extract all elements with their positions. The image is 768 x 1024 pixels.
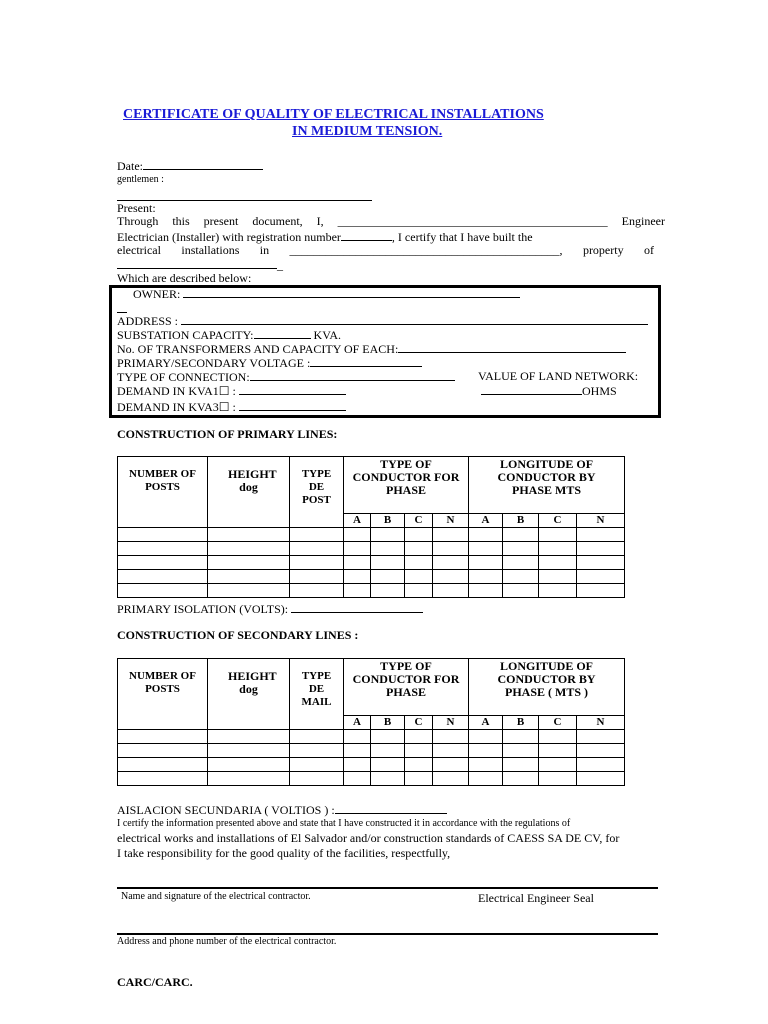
ohms-field	[481, 383, 617, 399]
owner-field	[133, 286, 520, 302]
col-number-of-posts: NUMBER OF POSTS	[118, 659, 208, 730]
table-cell[interactable]	[290, 556, 344, 570]
table-cell[interactable]	[469, 730, 503, 744]
table-cell[interactable]	[208, 772, 290, 786]
table-cell[interactable]	[290, 528, 344, 542]
ohms-unit: OHMS	[582, 384, 617, 398]
table-cell[interactable]	[405, 584, 433, 598]
table-cell[interactable]	[433, 542, 469, 556]
table-cell[interactable]	[577, 584, 625, 598]
table-cell[interactable]	[539, 528, 577, 542]
table-cell[interactable]	[503, 542, 539, 556]
address-blank[interactable]	[181, 313, 648, 325]
table-cell[interactable]	[577, 744, 625, 758]
phase-n: N	[433, 716, 469, 730]
table-row	[118, 570, 625, 584]
intro-underscore: _	[277, 258, 283, 272]
table-cell[interactable]	[371, 556, 405, 570]
intro-word: this	[172, 214, 190, 228]
intro-word: installations	[181, 243, 240, 257]
table-cell[interactable]	[344, 744, 371, 758]
table-cell[interactable]	[208, 528, 290, 542]
demand1-blank[interactable]	[239, 383, 346, 395]
primary-lines-table	[117, 456, 625, 598]
kva-unit: KVA.	[310, 328, 341, 342]
table-cell[interactable]	[433, 570, 469, 584]
contractor-name-label: Name and signature of the electrical contractor.	[121, 891, 311, 902]
secondary-isolation-label: AISLACION SECUNDARIA ( VOLTIOS ) :	[117, 803, 335, 817]
table-cell[interactable]	[208, 556, 290, 570]
primary-isolation-field	[117, 601, 423, 617]
registration-label: Electrician (Installer) with registration number	[117, 230, 341, 244]
table-cell[interactable]	[371, 570, 405, 584]
table-cell[interactable]	[290, 542, 344, 556]
land-network-blank[interactable]	[481, 383, 582, 395]
demand3-field	[117, 399, 346, 415]
intro-word: electrical	[117, 243, 161, 257]
table-row	[118, 556, 625, 570]
table-cell[interactable]	[433, 758, 469, 772]
table-cell[interactable]	[118, 556, 208, 570]
intro-word: property	[582, 243, 624, 257]
col-type-of-mail: TYPE DE MAIL	[290, 659, 344, 730]
demand3-label: DEMAND IN KVA3☐ :	[117, 400, 239, 414]
footer-code: CARC/CARC.	[117, 975, 193, 989]
signature-line[interactable]	[117, 887, 658, 889]
table-cell[interactable]	[290, 744, 344, 758]
table-cell[interactable]	[469, 744, 503, 758]
table-cell[interactable]	[503, 556, 539, 570]
land-network-label: VALUE OF LAND NETWORK:	[478, 369, 639, 383]
intro-word: of	[644, 243, 654, 257]
table-cell[interactable]	[577, 570, 625, 584]
certification-line-3: I take responsibility for the good quality of the facilities, respectfully,	[117, 846, 451, 860]
demand1-label: DEMAND IN KVA1☐ :	[117, 384, 239, 398]
table-cell[interactable]	[371, 744, 405, 758]
certification-line-1: I certify the information presented above and state that I have constructed it in accordance with the regulations of	[117, 818, 571, 829]
table-cell[interactable]	[118, 584, 208, 598]
substation-label: SUBSTATION CAPACITY:	[117, 328, 254, 342]
phase-b: B	[371, 716, 405, 730]
table-cell[interactable]	[539, 744, 577, 758]
table-cell[interactable]	[118, 528, 208, 542]
owner-label: OWNER:	[133, 287, 184, 301]
table-row	[118, 730, 625, 744]
table-cell[interactable]	[344, 584, 371, 598]
table-cell[interactable]	[433, 556, 469, 570]
table-cell[interactable]	[208, 542, 290, 556]
table-cell[interactable]	[208, 730, 290, 744]
phase-b: B	[503, 514, 539, 528]
primary-isolation-blank[interactable]	[291, 601, 423, 613]
voltage-blank[interactable]	[310, 355, 422, 367]
table-cell[interactable]	[371, 772, 405, 786]
table-cell[interactable]	[405, 556, 433, 570]
table-cell[interactable]	[118, 744, 208, 758]
table-cell[interactable]	[290, 730, 344, 744]
table-cell[interactable]	[433, 730, 469, 744]
table-cell[interactable]	[344, 556, 371, 570]
table-row	[118, 758, 625, 772]
secondary-isolation-blank[interactable]	[335, 802, 447, 814]
table-cell[interactable]	[344, 542, 371, 556]
table-cell[interactable]	[539, 730, 577, 744]
table-cell[interactable]	[208, 758, 290, 772]
described-below-label: Which are described below:	[117, 271, 252, 285]
transformers-blank[interactable]	[398, 341, 626, 353]
address-label: ADDRESS :	[117, 314, 182, 328]
phase-c: C	[539, 716, 577, 730]
secondary-lines-table	[117, 658, 625, 786]
engineer-name-blank[interactable]: _____________________________________________	[337, 214, 608, 228]
table-cell[interactable]	[405, 542, 433, 556]
table-cell[interactable]	[405, 758, 433, 772]
table-cell[interactable]	[290, 570, 344, 584]
col-conductor-type: TYPE OF CONDUCTOR FOR PHASE	[344, 659, 469, 716]
demand3-blank[interactable]	[239, 399, 346, 411]
table-cell[interactable]	[405, 772, 433, 786]
col-conductor-type: TYPE OF CONDUCTOR FOR PHASE	[344, 457, 469, 514]
table-cell[interactable]	[344, 528, 371, 542]
title-line-1: CERTIFICATE OF QUALITY OF ELECTRICAL INSTALLATIONS	[123, 107, 544, 122]
table-cell[interactable]	[208, 570, 290, 584]
phase-n: N	[577, 514, 625, 528]
table-row	[118, 528, 625, 542]
table-cell[interactable]	[433, 528, 469, 542]
demand1-field	[117, 383, 346, 399]
table-cell[interactable]	[118, 772, 208, 786]
table-cell[interactable]	[539, 758, 577, 772]
table-cell[interactable]	[405, 744, 433, 758]
intro-word: document,	[252, 214, 303, 228]
table-cell[interactable]	[290, 584, 344, 598]
table-cell[interactable]	[503, 744, 539, 758]
table-cell[interactable]	[539, 570, 577, 584]
property-owner-blank[interactable]	[117, 268, 277, 269]
date-field	[117, 158, 263, 174]
table-cell[interactable]	[118, 542, 208, 556]
substation-blank[interactable]	[254, 327, 311, 339]
table-cell[interactable]	[539, 772, 577, 786]
phase-n: N	[577, 716, 625, 730]
secondary-lines-heading: CONSTRUCTION OF SECONDARY LINES :	[117, 628, 359, 642]
table-cell[interactable]	[577, 556, 625, 570]
table-cell[interactable]	[118, 730, 208, 744]
col-conductor-longitude: LONGITUDE OF CONDUCTOR BY PHASE ( MTS )	[469, 659, 625, 716]
table-row	[118, 584, 625, 598]
owner-blank[interactable]	[183, 286, 520, 298]
phase-a: A	[469, 716, 503, 730]
table-cell[interactable]	[371, 758, 405, 772]
table-cell[interactable]	[433, 772, 469, 786]
table-cell[interactable]	[405, 570, 433, 584]
table-cell[interactable]	[503, 570, 539, 584]
phase-c: C	[405, 514, 433, 528]
voltage-label: PRIMARY/SECONDARY VOLTAGE :	[117, 356, 311, 370]
table-cell[interactable]	[344, 772, 371, 786]
engineer-seal-label: Electrical Engineer Seal	[478, 891, 594, 905]
title-line-2: IN MEDIUM TENSION.	[292, 124, 443, 139]
table-cell[interactable]	[469, 570, 503, 584]
table-cell[interactable]	[577, 772, 625, 786]
table-cell[interactable]	[344, 730, 371, 744]
table-cell[interactable]	[371, 528, 405, 542]
document-title	[123, 107, 616, 123]
table-cell[interactable]	[344, 570, 371, 584]
intro-word: I,	[316, 214, 324, 228]
col-type-of-post: TYPE DE POST	[290, 457, 344, 528]
table-cell[interactable]	[577, 730, 625, 744]
table-cell[interactable]	[290, 758, 344, 772]
col-height: HEIGHT dog	[208, 457, 290, 528]
table-cell[interactable]	[405, 730, 433, 744]
table-cell[interactable]	[469, 584, 503, 598]
table-row	[118, 542, 625, 556]
intro-line-3	[117, 243, 654, 258]
transformers-label: No. OF TRANSFORMERS AND CAPACITY OF EACH:	[117, 342, 399, 356]
present-label: Present:	[117, 201, 156, 215]
col-conductor-longitude: LONGITUDE OF CONDUCTOR BY PHASE MTS	[469, 457, 625, 514]
intro-word: Engineer	[621, 214, 665, 228]
table-cell[interactable]	[503, 758, 539, 772]
intro-word: present	[203, 214, 239, 228]
address-phone-line[interactable]	[117, 933, 658, 935]
table-cell[interactable]	[539, 584, 577, 598]
installation-location-blank[interactable]: _____________________________________________,	[289, 243, 563, 257]
intro-word: in	[259, 243, 270, 257]
col-number-of-posts: NUMBER OF POSTS	[118, 457, 208, 528]
phase-a: A	[344, 716, 371, 730]
table-cell[interactable]	[469, 556, 503, 570]
connection-blank[interactable]	[250, 369, 455, 381]
table-cell[interactable]	[405, 528, 433, 542]
phase-n: N	[433, 514, 469, 528]
secondary-isolation-field	[117, 802, 447, 818]
table-row	[118, 772, 625, 786]
table-cell[interactable]	[118, 570, 208, 584]
col-height: HEIGHT dog	[208, 659, 290, 730]
table-cell[interactable]	[469, 542, 503, 556]
certification-line-2: electrical works and installations of El Salvador and/or construction standards of CAESS SA DE CV, for	[117, 831, 620, 845]
contractor-address-label: Address and phone number of the electrical contractor.	[117, 936, 337, 947]
table-cell[interactable]	[577, 758, 625, 772]
table-cell[interactable]	[433, 744, 469, 758]
table-cell[interactable]	[503, 772, 539, 786]
phase-a: A	[469, 514, 503, 528]
table-cell[interactable]	[577, 528, 625, 542]
intro-line-2-tail: , I certify that I have built the	[391, 230, 533, 244]
table-cell[interactable]	[208, 744, 290, 758]
table-cell[interactable]	[539, 542, 577, 556]
phase-c: C	[539, 514, 577, 528]
primary-lines-heading: CONSTRUCTION OF PRIMARY LINES:	[117, 427, 338, 441]
connection-label: TYPE OF CONNECTION:	[117, 370, 250, 384]
phase-b: B	[371, 514, 405, 528]
primary-isolation-label: PRIMARY ISOLATION (VOLTS):	[117, 602, 292, 616]
table-cell[interactable]	[371, 730, 405, 744]
table-cell[interactable]	[503, 528, 539, 542]
table-row	[118, 744, 625, 758]
table-cell[interactable]	[118, 758, 208, 772]
table-cell[interactable]	[371, 542, 405, 556]
date-blank[interactable]	[143, 158, 263, 170]
gentlemen-label: gentlemen :	[117, 174, 164, 185]
table-cell[interactable]	[503, 730, 539, 744]
registration-blank[interactable]	[341, 229, 392, 241]
table-cell[interactable]	[469, 758, 503, 772]
table-cell[interactable]	[469, 772, 503, 786]
table-cell[interactable]	[503, 584, 539, 598]
intro-word: Through	[117, 214, 159, 228]
table-cell[interactable]	[344, 758, 371, 772]
table-cell[interactable]	[469, 528, 503, 542]
table-cell[interactable]	[433, 584, 469, 598]
table-cell[interactable]	[577, 542, 625, 556]
table-cell[interactable]	[208, 584, 290, 598]
phase-a: A	[344, 514, 371, 528]
table-cell[interactable]	[539, 556, 577, 570]
phase-c: C	[405, 716, 433, 730]
table-cell[interactable]	[290, 772, 344, 786]
phase-b: B	[503, 716, 539, 730]
date-label: Date:	[117, 159, 143, 173]
table-cell[interactable]	[371, 584, 405, 598]
intro-line-1	[117, 214, 665, 229]
